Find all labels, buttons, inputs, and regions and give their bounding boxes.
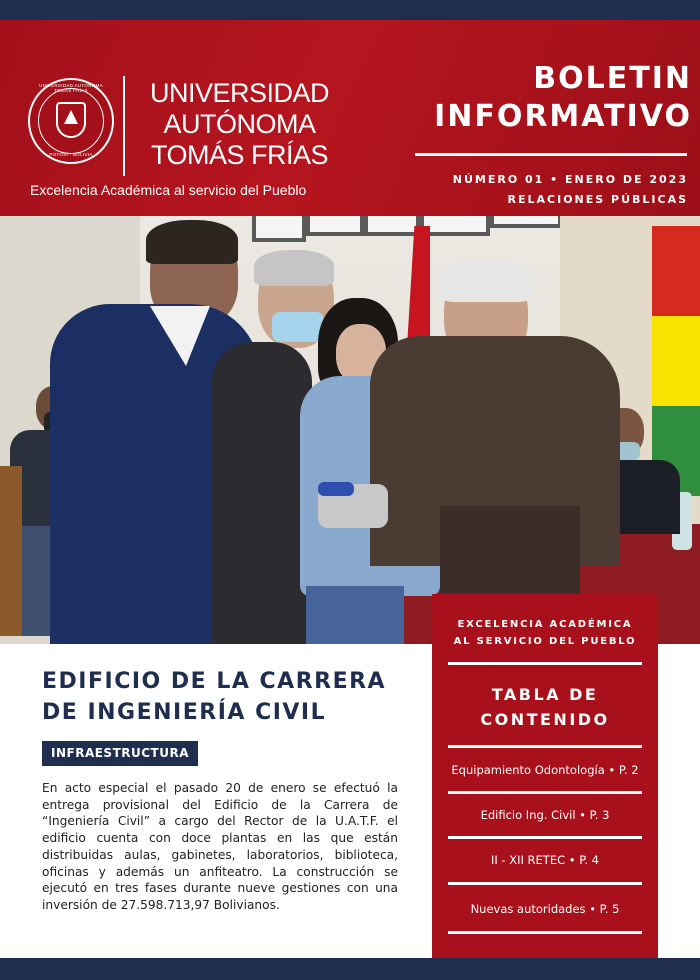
title-underline: [415, 153, 687, 156]
toc-item-retec[interactable]: II - XII RETEC • P. 4: [490, 853, 599, 867]
seal-bottom-text: POTOSÍ - BOLIVIA: [49, 152, 93, 157]
toc-divider: [448, 882, 642, 885]
masthead: [0, 20, 700, 216]
toc-divider: [448, 745, 642, 748]
issue-info: NÚMERO 01 • ENERO DE 2023: [452, 173, 688, 186]
toc-divider: [448, 791, 642, 794]
university-name: UNIVERSIDAD AUTÓNOMA TOMÁS FRÍAS: [149, 78, 330, 170]
header-divider: [123, 76, 125, 176]
toc-divider: [448, 662, 642, 665]
toc-item-odontologia[interactable]: Equipamiento Odontología • P. 2: [451, 763, 639, 777]
bulletin-title: BOLETIN INFORMATIVO: [434, 61, 692, 134]
top-border-bar: [0, 0, 700, 20]
category-badge: INFRAESTRUCTURA: [42, 741, 198, 766]
seal-top-text: UNIVERSIDAD AUTÓNOMA TOMÁS FRÍAS: [39, 83, 103, 93]
bottom-border-bar: [0, 958, 700, 980]
toc-divider: [448, 931, 642, 934]
toc-divider: [448, 836, 642, 839]
article-body: En acto especial el pasado 20 de enero se efectuó la entrega provisional del Edificio de la Carrera de “Ingeniería Civil” a cargo del Rector de la U.A.T.F. el edificio cuenta con doce plantas en las que están distribuidas aulas, gabinetes, laboratorios, biblioteca, oficinas y además un anfiteatro. La construcción se ejecutó en tres fases durante nueve gestiones con una inversión de 27.598.713,97 Bolivianos.: [42, 781, 398, 912]
toc-item-autoridades[interactable]: Nuevas autoridades • P. 5: [470, 902, 620, 916]
university-seal-logo: [28, 78, 114, 164]
toc-motto: EXCELENCIA ACADÉMICA AL SERVICIO DEL PUEBLO: [453, 619, 637, 647]
shield-icon: [56, 102, 86, 138]
university-tagline: Excelencia Académica al servicio del Pueblo: [30, 182, 307, 198]
toc-item-ing-civil[interactable]: Edificio Ing. Civil • P. 3: [480, 808, 610, 822]
cover-photo: [0, 216, 700, 644]
table-of-contents-panel: [432, 594, 658, 958]
article-title: EDIFICIO DE LA CARRERA DE INGENIERÍA CIVIL: [42, 669, 387, 725]
department-label: RELACIONES PÚBLICAS: [507, 193, 688, 206]
toc-title: TABLA DE CONTENIDO: [480, 685, 610, 729]
